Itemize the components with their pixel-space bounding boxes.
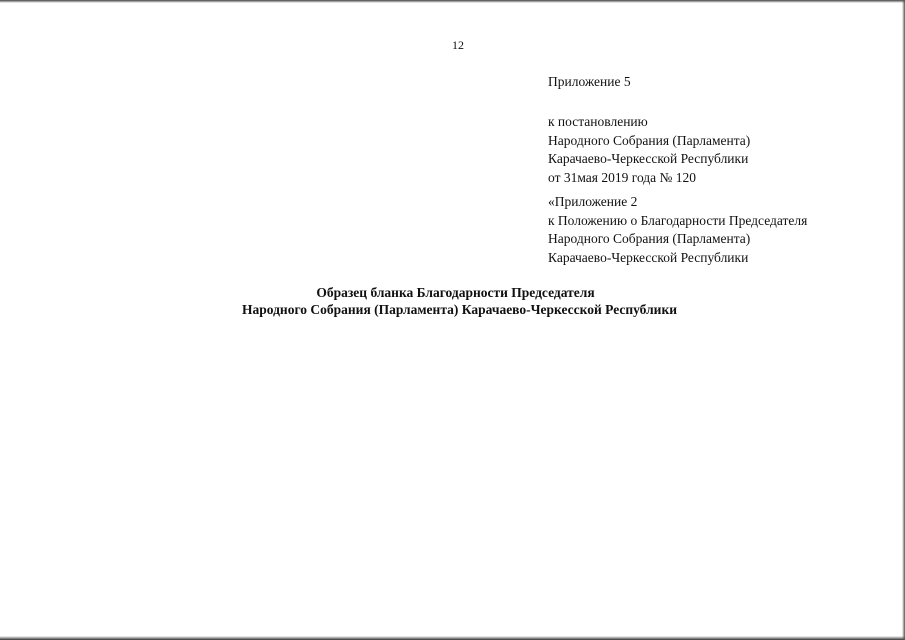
scan-edge-top: [0, 0, 905, 3]
title-line-2: Народного Собрания (Парламента) Карачаево-Черкесской Республики: [241, 302, 678, 317]
prior-appendix-line: к Положению о Благодарности Председателя: [548, 212, 808, 228]
resolution-date-number: от 31мая 2019 года № 120: [548, 169, 697, 185]
resolution-reference: [548, 113, 750, 187]
resolution-line: Народного Собрания (Парламента): [548, 132, 751, 148]
prior-appendix-line: «Приложение 2: [548, 194, 638, 209]
prior-appendix-reference: [548, 193, 807, 267]
resolution-line: Карачаево-Черкесской Республики: [548, 151, 749, 166]
page-number: 12: [452, 38, 464, 52]
appendix-header: [548, 73, 631, 92]
document-title: [0, 284, 905, 318]
prior-appendix-line: Карачаево-Черкесской Республики: [548, 249, 749, 265]
prior-appendix-line: Народного Собрания (Парламента): [548, 231, 751, 246]
title-line-1: Образец бланка Благодарности Председателя: [316, 285, 595, 300]
resolution-line: к постановлению: [548, 114, 648, 129]
appendix-label: Приложение 5: [548, 74, 631, 89]
scan-edge-bottom: [0, 636, 905, 640]
